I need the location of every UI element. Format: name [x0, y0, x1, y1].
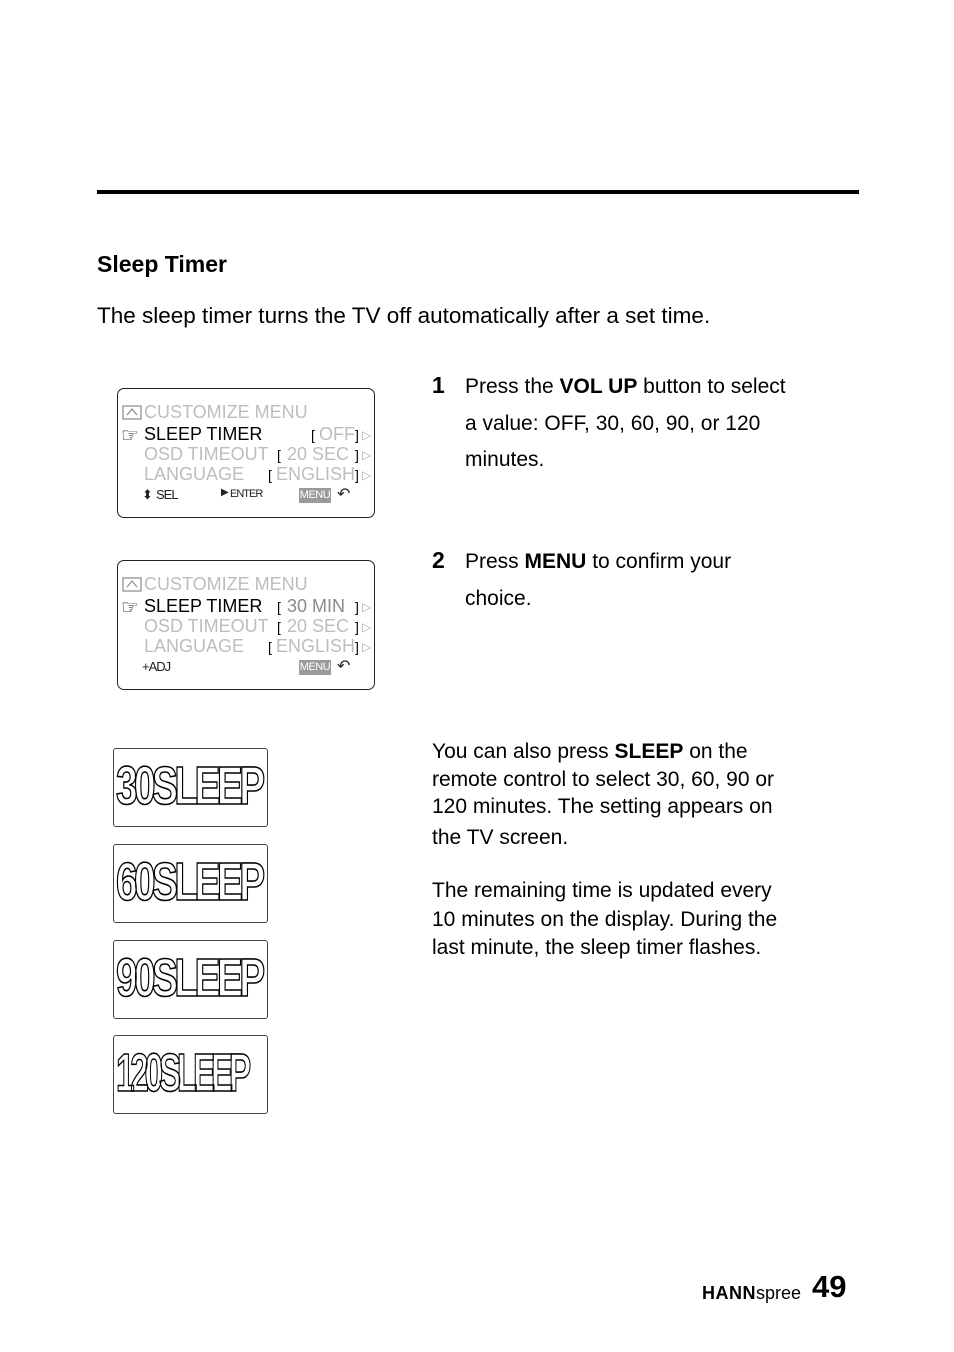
- sleep-remote-paragraph: You can also press SLEEP on the remote control to select 30, 60, 90 or 120 minutes. The setting appears on the TV screen.: [432, 740, 775, 849]
- sleep-display-120: 120SLEEP: [113, 1035, 268, 1114]
- osd-row-label: SLEEP TIMER: [144, 424, 263, 444]
- osd-footer-menu: MENU: [299, 489, 331, 501]
- return-icon: ↶: [337, 486, 350, 503]
- right-arrow-icon: ▷: [362, 640, 372, 654]
- right-arrow-icon: ▷: [362, 428, 372, 442]
- osd-footer-menu: MENU: [299, 661, 331, 673]
- play-icon: ▶: [221, 487, 228, 498]
- sleep-display-60: 60SLEEP: [113, 844, 268, 923]
- return-icon: ↶: [337, 658, 350, 675]
- osd-row-label: LANGUAGE: [144, 464, 245, 484]
- menu-icon: [122, 404, 142, 425]
- osd-row-value: 30 MIN: [287, 596, 346, 616]
- osd-row-label: OSD TIMEOUT: [144, 444, 269, 464]
- brand-logo: HANNspree: [702, 1283, 802, 1303]
- up-down-arrow-icon: ⬍: [142, 487, 152, 502]
- remaining-time-paragraph: The remaining time is updated every 10 minutes on the display. During the last minute, the sleep timer flashes.: [432, 879, 778, 959]
- step-number-1: 1: [432, 372, 445, 398]
- osd-footer-enter: ENTER: [230, 488, 263, 500]
- menu-icon: [122, 576, 142, 597]
- osd-title: CUSTOMIZE MENU: [144, 574, 308, 594]
- osd-row-value: 20 SEC: [287, 616, 350, 636]
- sleep-display-90: 90SLEEP: [113, 940, 268, 1019]
- osd-footer-sel: SEL: [156, 487, 178, 502]
- right-arrow-icon: ▷: [362, 448, 372, 462]
- pointer-hand-icon: ☞: [121, 425, 139, 447]
- right-arrow-icon: ▷: [362, 620, 372, 634]
- osd-row-value: ENGLISH: [276, 636, 356, 656]
- sleep-display-30: 30SLEEP: [113, 748, 268, 827]
- right-arrow-icon: ▷: [362, 468, 372, 482]
- osd-title: CUSTOMIZE MENU: [144, 402, 308, 422]
- top-rule: [97, 190, 859, 194]
- pointer-hand-icon: ☞: [121, 597, 139, 619]
- section-heading: Sleep Timer: [97, 251, 227, 277]
- osd-row-label: LANGUAGE: [144, 636, 245, 656]
- page-number: 49: [812, 1269, 847, 1304]
- intro-text: The sleep timer turns the TV off automatically after a set time.: [97, 303, 711, 328]
- step-number-2: 2: [432, 547, 445, 573]
- osd-row-value: OFF: [319, 424, 355, 444]
- osd-row-label: SLEEP TIMER: [144, 596, 263, 616]
- osd-menu-1: CUSTOMIZE MENU ☞ SLEEP TIMER [ OFF ] ▷ OSD TIMEOUT [ 20 SEC ] ▷ LANGUAGE [ ENGLISH ] ▷ ⬍ SEL ▶ ENTER MENU ↶: [117, 388, 375, 518]
- step-text-2: Press MENU to confirm your choice.: [465, 550, 732, 610]
- step-text-1: Press the VOL UP button to select a value: OFF, 30, 60, 90, or 120 minutes.: [465, 375, 786, 471]
- osd-footer-adj: +ADJ: [142, 659, 171, 674]
- osd-row-label: OSD TIMEOUT: [144, 616, 269, 636]
- osd-menu-2: CUSTOMIZE MENU ☞ SLEEP TIMER [ 30 MIN ] ▷ OSD TIMEOUT [ 20 SEC ] ▷ LANGUAGE [ ENGLISH ] ▷ +ADJ MENU ↶: [117, 560, 375, 690]
- osd-row-value: 20 SEC: [287, 444, 350, 464]
- right-arrow-icon: ▷: [362, 600, 372, 614]
- osd-row-value: ENGLISH: [276, 464, 356, 484]
